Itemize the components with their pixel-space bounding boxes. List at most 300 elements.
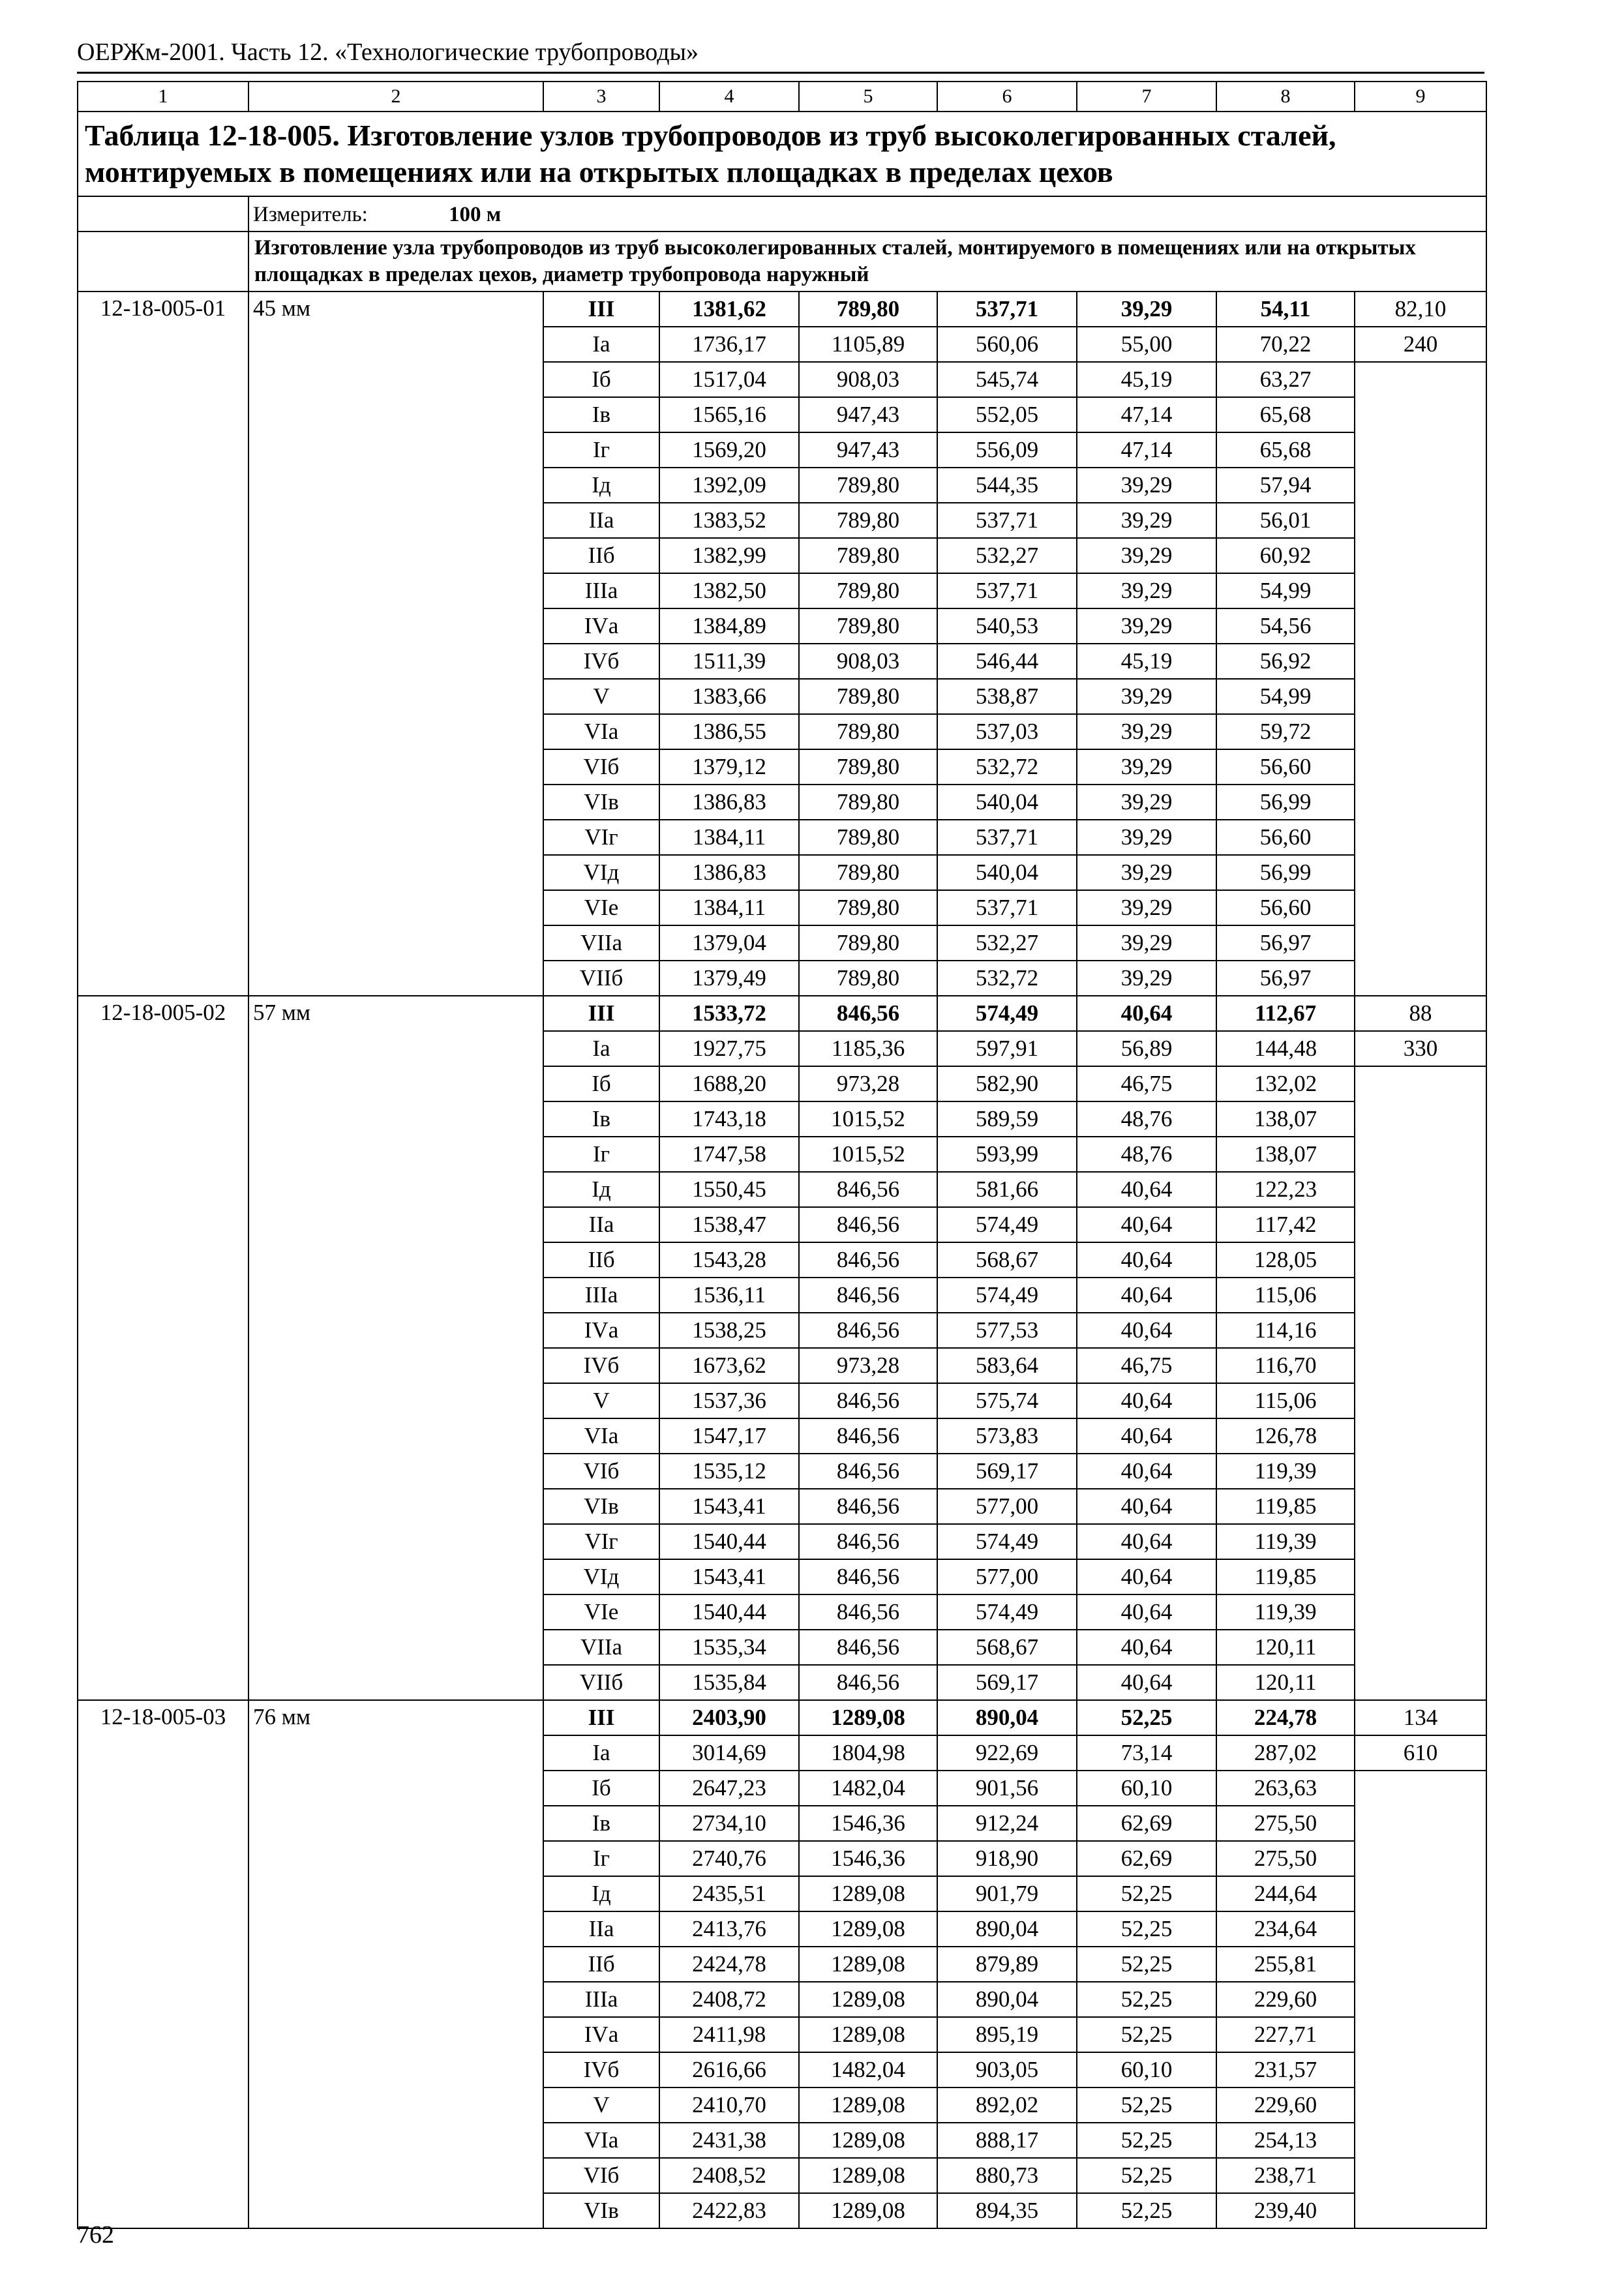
value-col8: 287,02 [1216,1735,1355,1771]
section-row [78,232,1486,292]
value-col8: 122,23 [1216,1172,1355,1207]
value-col8: 56,99 [1216,785,1355,820]
value-col8: 65,68 [1216,397,1355,432]
rates-table [77,81,1487,2229]
value-col7: 40,64 [1077,1594,1216,1630]
value-col8: 263,63 [1216,1771,1355,1806]
value-col4: 1927,75 [659,1031,799,1066]
value-col8: 224,78 [1216,1700,1355,1735]
value-col5: 1804,98 [799,1735,937,1771]
value-col5: 1289,08 [799,2017,937,2052]
value-col6: 589,59 [937,1101,1077,1137]
value-col8: 227,71 [1216,2017,1355,2052]
value-col7: 39,29 [1077,503,1216,538]
zone-cell: VIIа [543,925,659,961]
value-col7: 52,25 [1077,1876,1216,1911]
value-col4: 1535,84 [659,1665,799,1700]
value-col8: 231,57 [1216,2052,1355,2087]
value-col5: 1289,08 [799,1947,937,1982]
value-col8: 126,78 [1216,1418,1355,1454]
table-title-row [78,112,1486,196]
value-col5: 846,56 [799,1665,937,1700]
zone-cell: Iа [543,327,659,362]
value-col7: 45,19 [1077,362,1216,397]
column-number: 7 [1077,82,1216,112]
value-col7: 40,64 [1077,1207,1216,1242]
zone-cell: VIд [543,1559,659,1594]
zone-cell: IIб [543,1242,659,1278]
value-col8: 56,97 [1216,925,1355,961]
value-col6: 573,83 [937,1418,1077,1454]
value-col6: 560,06 [937,327,1077,362]
value-col8: 255,81 [1216,1947,1355,1982]
value-col5: 846,56 [799,996,937,1031]
column-number: 6 [937,82,1077,112]
value-col7: 40,64 [1077,996,1216,1031]
value-col8: 229,60 [1216,2087,1355,2123]
value-col9: 240 [1355,327,1486,362]
value-col7: 73,14 [1077,1735,1216,1771]
value-col5: 789,80 [799,890,937,925]
value-col6: 537,71 [937,890,1077,925]
value-col8: 234,64 [1216,1911,1355,1947]
value-col6: 537,71 [937,573,1077,608]
value-col5: 789,80 [799,961,937,996]
value-col8: 138,07 [1216,1101,1355,1137]
value-col8: 70,22 [1216,327,1355,362]
running-header: ОЕРЖм-2001. Часть 12. «Технологические трубопроводы» [77,38,699,66]
value-col4: 2424,78 [659,1947,799,1982]
value-col6: 537,71 [937,292,1077,327]
value-col7: 40,64 [1077,1665,1216,1700]
section-title: Изготовление узла трубопроводов из труб высоколегированных сталей, монтируемого в помещениях или на открытых площадках в пределах цехов, диаметр трубопровода наружный [248,232,1486,292]
zone-cell: VIв [543,2193,659,2228]
value-col7: 40,64 [1077,1383,1216,1418]
value-col4: 2734,10 [659,1806,799,1841]
unit-row-spacer [78,196,248,232]
value-col7: 47,14 [1077,397,1216,432]
value-col7: 39,29 [1077,538,1216,573]
value-col6: 537,71 [937,503,1077,538]
value-col8: 119,39 [1216,1524,1355,1559]
value-col8: 115,06 [1216,1383,1355,1418]
value-col4: 1543,41 [659,1559,799,1594]
value-col5: 846,56 [799,1418,937,1454]
value-col8: 275,50 [1216,1841,1355,1876]
value-col9: 610 [1355,1735,1486,1771]
value-col6: 593,99 [937,1137,1077,1172]
value-col4: 1540,44 [659,1524,799,1559]
zone-cell: IIа [543,1911,659,1947]
zone-cell: Iд [543,1876,659,1911]
value-col6: 892,02 [937,2087,1077,2123]
unit-cell [248,196,1486,232]
value-col7: 39,29 [1077,468,1216,503]
value-col6: 556,09 [937,432,1077,468]
value-col8: 132,02 [1216,1066,1355,1101]
value-col5: 789,80 [799,468,937,503]
zone-cell: VIIб [543,1665,659,1700]
value-col7: 60,10 [1077,2052,1216,2087]
column-number: 2 [248,82,543,112]
value-col8: 144,48 [1216,1031,1355,1066]
value-col8: 56,92 [1216,644,1355,679]
zone-cell: IIб [543,1947,659,1982]
zone-cell: IVа [543,608,659,644]
value-col4: 1538,47 [659,1207,799,1242]
value-col6: 532,27 [937,925,1077,961]
unit-label: Измеритель: [253,202,368,226]
value-col7: 40,64 [1077,1630,1216,1665]
value-col6: 568,67 [937,1242,1077,1278]
value-col8: 115,06 [1216,1278,1355,1313]
value-col8: 229,60 [1216,1982,1355,2017]
value-col5: 1289,08 [799,2123,937,2158]
value-col7: 45,19 [1077,644,1216,679]
value-col6: 568,67 [937,1630,1077,1665]
value-col8: 54,11 [1216,292,1355,327]
unit-row [78,196,1486,232]
value-col5: 789,80 [799,925,937,961]
value-col5: 789,80 [799,820,937,855]
value-col8: 56,97 [1216,961,1355,996]
value-col5: 789,80 [799,503,937,538]
value-col6: 552,05 [937,397,1077,432]
value-col5: 1289,08 [799,1700,937,1735]
value-col7: 46,75 [1077,1066,1216,1101]
value-col4: 1379,49 [659,961,799,996]
value-col6: 540,53 [937,608,1077,644]
value-col8: 56,60 [1216,749,1355,785]
value-col8: 54,99 [1216,573,1355,608]
zone-cell: IIIа [543,1982,659,2017]
table-row [78,292,1486,327]
value-col5: 1289,08 [799,1982,937,2017]
value-col9: 88 [1355,996,1486,1031]
value-col4: 1747,58 [659,1137,799,1172]
pipe-diameter: 76 мм [248,1700,543,2228]
zone-cell: IIIа [543,573,659,608]
value-col6: 569,17 [937,1454,1077,1489]
value-col5: 908,03 [799,362,937,397]
value-col5: 1289,08 [799,2087,937,2123]
rate-code: 12-18-005-01 [78,292,248,996]
value-col4: 1383,66 [659,679,799,714]
value-col5: 973,28 [799,1066,937,1101]
value-col6: 922,69 [937,1735,1077,1771]
value-col5: 846,56 [799,1172,937,1207]
value-col6: 574,49 [937,1524,1077,1559]
column-number-row [78,82,1486,112]
value-col4: 1543,28 [659,1242,799,1278]
value-col8: 138,07 [1216,1137,1355,1172]
value-col4: 1743,18 [659,1101,799,1137]
value-col6: 583,64 [937,1348,1077,1383]
value-col8: 56,60 [1216,890,1355,925]
zone-cell: VIа [543,714,659,749]
value-col4: 1550,45 [659,1172,799,1207]
value-col5: 1482,04 [799,1771,937,1806]
value-col7: 52,25 [1077,2158,1216,2193]
value-col4: 2410,70 [659,2087,799,2123]
value-col7: 40,64 [1077,1454,1216,1489]
value-col7: 40,64 [1077,1242,1216,1278]
value-col8: 65,68 [1216,432,1355,468]
value-col9: 82,10 [1355,292,1486,327]
value-col7: 39,29 [1077,785,1216,820]
value-col6: 903,05 [937,2052,1077,2087]
value-col8: 57,94 [1216,468,1355,503]
value-col4: 1569,20 [659,432,799,468]
value-col8: 119,85 [1216,1559,1355,1594]
value-col8: 56,60 [1216,820,1355,855]
value-col4: 1543,41 [659,1489,799,1524]
value-col6: 575,74 [937,1383,1077,1418]
value-col4: 1386,83 [659,855,799,890]
rate-code: 12-18-005-02 [78,996,248,1700]
value-col4: 1547,17 [659,1418,799,1454]
table-row [78,996,1486,1031]
value-col7: 52,25 [1077,1700,1216,1735]
value-col5: 1289,08 [799,1876,937,1911]
value-col4: 1565,16 [659,397,799,432]
value-col8: 116,70 [1216,1348,1355,1383]
value-col7: 40,64 [1077,1559,1216,1594]
value-col8: 63,27 [1216,362,1355,397]
value-col7: 40,64 [1077,1489,1216,1524]
value-col4: 1533,72 [659,996,799,1031]
value-col7: 52,25 [1077,2017,1216,2052]
table-body [78,82,1486,2228]
value-col6: 545,74 [937,362,1077,397]
value-col6: 569,17 [937,1665,1077,1700]
zone-cell: IIа [543,1207,659,1242]
value-col8: 60,92 [1216,538,1355,573]
value-col4: 2408,52 [659,2158,799,2193]
value-col5: 846,56 [799,1207,937,1242]
value-col4: 1688,20 [659,1066,799,1101]
zone-cell: Iг [543,1137,659,1172]
value-col8: 244,64 [1216,1876,1355,1911]
value-col5: 1015,52 [799,1137,937,1172]
zone-cell: III [543,1700,659,1735]
value-col6: 544,35 [937,468,1077,503]
zone-cell: VIб [543,749,659,785]
value-col5: 1289,08 [799,2158,937,2193]
value-col7: 39,29 [1077,925,1216,961]
value-col5: 789,80 [799,608,937,644]
value-col4: 1379,12 [659,749,799,785]
header-rule [77,72,1484,74]
value-col4: 1384,89 [659,608,799,644]
value-col4: 1381,62 [659,292,799,327]
value-col4: 3014,69 [659,1735,799,1771]
value-col5: 1546,36 [799,1806,937,1841]
column-number: 8 [1216,82,1355,112]
value-col7: 52,25 [1077,1982,1216,2017]
zone-cell: III [543,292,659,327]
zone-cell: IIIа [543,1278,659,1313]
value-col4: 2422,83 [659,2193,799,2228]
value-col8: 54,99 [1216,679,1355,714]
value-col7: 40,64 [1077,1524,1216,1559]
value-col5: 947,43 [799,397,937,432]
value-col4: 1392,09 [659,468,799,503]
pipe-diameter: 57 мм [248,996,543,1700]
value-col7: 52,25 [1077,2087,1216,2123]
value-col9-empty [1355,1066,1486,1700]
zone-cell: IIб [543,538,659,573]
value-col6: 582,90 [937,1066,1077,1101]
value-col5: 1289,08 [799,1911,937,1947]
value-col8: 238,71 [1216,2158,1355,2193]
value-col5: 1546,36 [799,1841,937,1876]
value-col8: 54,56 [1216,608,1355,644]
value-col5: 846,56 [799,1454,937,1489]
zone-cell: IIа [543,503,659,538]
value-col4: 1382,50 [659,573,799,608]
value-col5: 846,56 [799,1524,937,1559]
value-col6: 890,04 [937,1982,1077,2017]
zone-cell: V [543,2087,659,2123]
value-col8: 254,13 [1216,2123,1355,2158]
value-col4: 2413,76 [659,1911,799,1947]
value-col8: 56,99 [1216,855,1355,890]
value-col8: 275,50 [1216,1806,1355,1841]
zone-cell: VIб [543,1454,659,1489]
value-col5: 789,80 [799,538,937,573]
value-col6: 880,73 [937,2158,1077,2193]
value-col5: 947,43 [799,432,937,468]
value-col6: 574,49 [937,1594,1077,1630]
value-col7: 52,25 [1077,2123,1216,2158]
value-col6: 537,71 [937,820,1077,855]
value-col6: 890,04 [937,1911,1077,1947]
unit-value: 100 м [449,202,502,226]
value-col5: 789,80 [799,573,937,608]
value-col7: 40,64 [1077,1313,1216,1348]
value-col8: 56,01 [1216,503,1355,538]
value-col8: 59,72 [1216,714,1355,749]
value-col4: 2431,38 [659,2123,799,2158]
zone-cell: V [543,679,659,714]
value-col6: 574,49 [937,996,1077,1031]
value-col6: 538,87 [937,679,1077,714]
table-row [78,1700,1486,1735]
value-col7: 55,00 [1077,327,1216,362]
zone-cell: VIIб [543,961,659,996]
value-col4: 1386,83 [659,785,799,820]
value-col7: 39,29 [1077,714,1216,749]
zone-cell: IVа [543,1313,659,1348]
value-col4: 1384,11 [659,890,799,925]
zone-cell: VIг [543,820,659,855]
value-col8: 114,16 [1216,1313,1355,1348]
value-col4: 1538,25 [659,1313,799,1348]
value-col8: 119,39 [1216,1454,1355,1489]
value-col5: 846,56 [799,1242,937,1278]
value-col5: 1105,89 [799,327,937,362]
value-col5: 846,56 [799,1313,937,1348]
value-col5: 1185,36 [799,1031,937,1066]
value-col6: 895,19 [937,2017,1077,2052]
value-col4: 1537,36 [659,1383,799,1418]
value-col7: 39,29 [1077,820,1216,855]
value-col7: 52,25 [1077,1947,1216,1982]
value-col7: 48,76 [1077,1137,1216,1172]
zone-cell: VIв [543,785,659,820]
zone-cell: VIе [543,1594,659,1630]
value-col7: 39,29 [1077,292,1216,327]
zone-cell: Iг [543,432,659,468]
value-col8: 117,42 [1216,1207,1355,1242]
value-col7: 39,29 [1077,890,1216,925]
value-col7: 40,64 [1077,1418,1216,1454]
value-col7: 39,29 [1077,961,1216,996]
value-col4: 1736,17 [659,327,799,362]
value-col4: 2740,76 [659,1841,799,1876]
value-col4: 2647,23 [659,1771,799,1806]
column-number: 5 [799,82,937,112]
value-col6: 888,17 [937,2123,1077,2158]
value-col4: 1383,52 [659,503,799,538]
value-col4: 1511,39 [659,644,799,679]
zone-cell: VIд [543,855,659,890]
value-col5: 846,56 [799,1489,937,1524]
value-col5: 789,80 [799,785,937,820]
value-col4: 1382,99 [659,538,799,573]
zone-cell: IVа [543,2017,659,2052]
zone-cell: Iв [543,1101,659,1137]
value-col4: 2435,51 [659,1876,799,1911]
value-col5: 846,56 [799,1383,937,1418]
value-col6: 546,44 [937,644,1077,679]
value-col7: 47,14 [1077,432,1216,468]
value-col4: 2408,72 [659,1982,799,2017]
zone-cell: IVб [543,2052,659,2087]
value-col9: 330 [1355,1031,1486,1066]
value-col7: 48,76 [1077,1101,1216,1137]
zone-cell: V [543,1383,659,1418]
value-col4: 1517,04 [659,362,799,397]
zone-cell: IVб [543,1348,659,1383]
value-col5: 789,80 [799,292,937,327]
value-col7: 62,69 [1077,1806,1216,1841]
value-col7: 40,64 [1077,1172,1216,1207]
zone-cell: VIг [543,1524,659,1559]
value-col7: 39,29 [1077,573,1216,608]
value-col6: 912,24 [937,1806,1077,1841]
value-col5: 973,28 [799,1348,937,1383]
value-col7: 56,89 [1077,1031,1216,1066]
zone-cell: Iд [543,468,659,503]
value-col6: 901,56 [937,1771,1077,1806]
value-col6: 890,04 [937,1700,1077,1735]
value-col6: 532,72 [937,749,1077,785]
zone-cell: VIб [543,2158,659,2193]
value-col5: 846,56 [799,1594,937,1630]
zone-cell: Iв [543,1806,659,1841]
value-col5: 1482,04 [799,2052,937,2087]
value-col7: 60,10 [1077,1771,1216,1806]
page-number: 762 [77,2221,114,2249]
value-col8: 119,39 [1216,1594,1355,1630]
value-col8: 128,05 [1216,1242,1355,1278]
value-col4: 1379,04 [659,925,799,961]
value-col6: 597,91 [937,1031,1077,1066]
value-col9-empty [1355,362,1486,996]
zone-cell: VIа [543,2123,659,2158]
